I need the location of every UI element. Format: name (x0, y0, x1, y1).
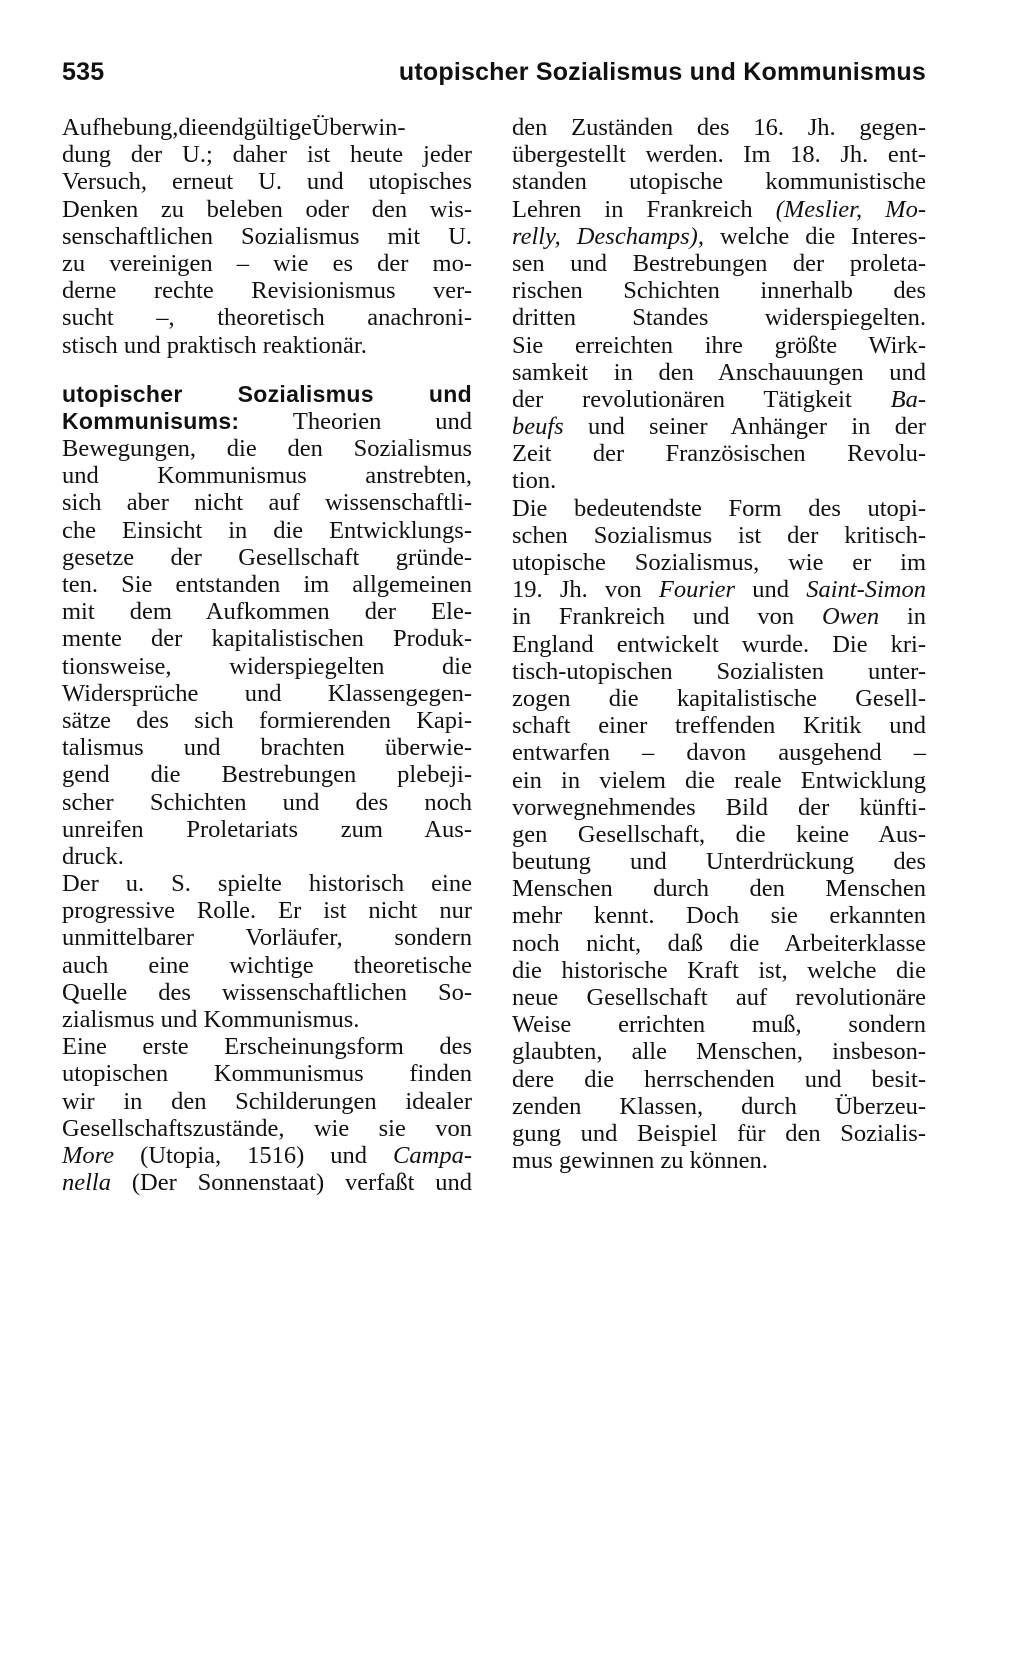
text-line: den Zuständen des 16. Jh. gegen- (512, 114, 926, 141)
entry-headword: utopischer Sozialismus und (62, 380, 472, 407)
text-line: 19. Jh. von Fourier und Saint-Simon (512, 576, 926, 604)
person-name: relly, Deschamps), (512, 222, 704, 250)
person-name: Saint-Simon (806, 576, 926, 604)
text-line: rischen Schichten innerhalb des (512, 277, 926, 305)
text-line: More (Utopia, 1516) und Campa- (62, 1141, 472, 1169)
page-header (62, 58, 926, 92)
entry-headword-continued: Kommunisums: (62, 407, 240, 434)
text-line: Quelle des wissenschaftlichen So- (62, 978, 472, 1006)
text-line: zogen die kapitalistische Gesell- (512, 684, 926, 712)
text-line: Lehren in Frankreich (Meslier, Mo- (512, 195, 926, 223)
text-line: Bewegungen, die den Sozialismus (62, 435, 472, 463)
text-line: senschaftlichen Sozialismus mit U. (62, 222, 472, 250)
text-line: Menschen durch den Menschen (512, 875, 926, 903)
text-line: auch eine wichtige theoretische (62, 951, 472, 979)
text-line: beufs und seiner Anhänger in der (512, 413, 926, 441)
person-name: nella (62, 1169, 111, 1197)
text-line: stisch und praktisch reaktionär. (62, 331, 367, 359)
person-name: (Meslier, Mo- (775, 195, 926, 223)
text-line: und Kommunismus anstrebten, (62, 462, 472, 490)
text-line: ten. Sie entstanden im allgemeinen (62, 571, 472, 598)
text-line: utopische Sozialismus, wie er im (512, 549, 926, 576)
person-name: Ba- (890, 385, 926, 413)
left-column (62, 114, 472, 1196)
dictionary-entry (62, 381, 472, 1197)
text-line: mente der kapitalistischen Produk- (62, 625, 472, 653)
text-line: sich aber nicht auf wissenschaftli- (62, 489, 472, 517)
text-line: samkeit in den Anschauungen und (512, 358, 926, 386)
text-line: Zeit der Französischen Revolu- (512, 440, 926, 468)
person-name: Campa- (393, 1141, 472, 1169)
text-line: entwarfen – davon ausgehend – (512, 739, 926, 767)
entry-definition-start: Theorien und (292, 407, 472, 435)
text-line: sen und Bestrebungen der proleta- (512, 249, 926, 277)
text-line: Sie erreichten ihre größte Wirk- (512, 331, 926, 359)
right-column (512, 114, 926, 1174)
text-line: gesetze der Gesellschaft gründe- (62, 543, 472, 571)
person-name: Owen (821, 603, 880, 631)
text-line: neue Gesellschaft auf revolutionäre (512, 984, 926, 1011)
text-line: übergestellt werden. Im 18. Jh. ent- (512, 141, 926, 169)
text-line: gung und Beispiel für den Sozialis- (512, 1119, 926, 1147)
text-line: zenden Klassen, durch Überzeu- (512, 1092, 926, 1120)
text-line: Denken zu beleben oder den wis- (62, 195, 472, 223)
text-line: noch nicht, daß die Arbeiterklasse (512, 929, 926, 957)
text-line: mit dem Aufkommen der Ele- (62, 598, 472, 626)
text-line: dritten Standes widerspiegelten. (512, 304, 926, 332)
text-line: gend die Bestrebungen plebeji- (62, 761, 472, 789)
text-line: Gesellschaftszustände, wie sie von (62, 1114, 472, 1142)
intro-paragraph (62, 114, 472, 359)
text-line: Eine erste Erscheinungsform des (62, 1033, 472, 1061)
text-line: sätze des sich formierenden Kapi- (62, 706, 472, 734)
text-line: in Frankreich und von Owen in (512, 603, 926, 631)
person-name: Fourier (658, 576, 736, 604)
text-line: unreifen Proletariats zum Aus- (62, 815, 472, 843)
text-line: scher Schichten und des noch (62, 788, 472, 816)
entry-headword-line (62, 381, 472, 408)
text-line: England entwickelt wurde. Die kri- (512, 630, 926, 658)
entry-gap (62, 359, 472, 381)
text-line: dere die herrschenden und besit- (512, 1065, 926, 1093)
text-line: zu vereinigen – wie es der mo- (62, 249, 472, 277)
text-line: tion. (512, 467, 557, 495)
text-line: progressive Rolle. Er ist nicht nur (62, 897, 472, 925)
text-line: Der u. S. spielte historisch eine (62, 870, 472, 898)
text-line: die historische Kraft ist, welche die (512, 956, 926, 984)
text-line (62, 408, 472, 435)
text-line: derne rechte Revisionismus ver- (62, 277, 472, 305)
text-line: glaubten, alle Menschen, insbeson- (512, 1038, 926, 1066)
text-line: vorwegnehmendes Bild der künfti- (512, 793, 926, 821)
text-line: talismus und brachten überwie- (62, 734, 472, 762)
text-line: Widersprüche und Klassengegen- (62, 679, 472, 707)
text-line: Aufhebung,dieendgültigeÜberwin- (62, 114, 406, 141)
text-line: Versuch, erneut U. und utopisches (62, 168, 472, 196)
text-line: wir in den Schilderungen idealer (62, 1087, 472, 1115)
text-line: gen Gesellschaft, die keine Aus- (512, 820, 926, 848)
person-name: More (62, 1141, 115, 1169)
running-title: utopischer Sozialismus und Kommunismus (398, 58, 926, 86)
text-line: che Einsicht in die Entwicklungs- (62, 516, 472, 544)
text-line: standen utopische kommunistische (512, 168, 926, 196)
text-line: zialismus und Kommunismus. (62, 1006, 360, 1033)
text-line: sucht –, theoretisch anachroni- (62, 304, 472, 332)
text-line: mus gewinnen zu können. (512, 1147, 768, 1175)
text-line: relly, Deschamps), welche die Interes- (512, 222, 926, 250)
text-line: tionsweise, widerspiegelten die (62, 652, 472, 680)
text-line: druck. (62, 842, 124, 870)
text-line: der revolutionären Tätigkeit Ba- (512, 385, 926, 413)
text-line: Die bedeutendste Form des utopi- (512, 494, 926, 522)
text-line: tisch-utopischen Sozialisten unter- (512, 657, 926, 685)
text-line: utopischen Kommunismus finden (62, 1060, 472, 1088)
text-line: unmittelbarer Vorläufer, sondern (62, 924, 472, 952)
text-line: beutung und Unterdrückung des (512, 848, 926, 876)
text-line: Weise errichten muß, sondern (512, 1011, 926, 1039)
text-line: ein in vielem die reale Entwicklung (512, 766, 926, 794)
text-line: dung der U.; daher ist heute jeder (62, 141, 472, 169)
text-line: schen Sozialismus ist der kritisch- (512, 521, 926, 549)
text-line: schaft einer treffenden Kritik und (512, 712, 926, 740)
text-line: nella (Der Sonnenstaat) verfaßt und (62, 1169, 472, 1197)
page-number: 535 (62, 58, 105, 86)
text-line: mehr kennt. Doch sie erkannten (512, 902, 926, 930)
person-name: beufs (512, 413, 564, 441)
